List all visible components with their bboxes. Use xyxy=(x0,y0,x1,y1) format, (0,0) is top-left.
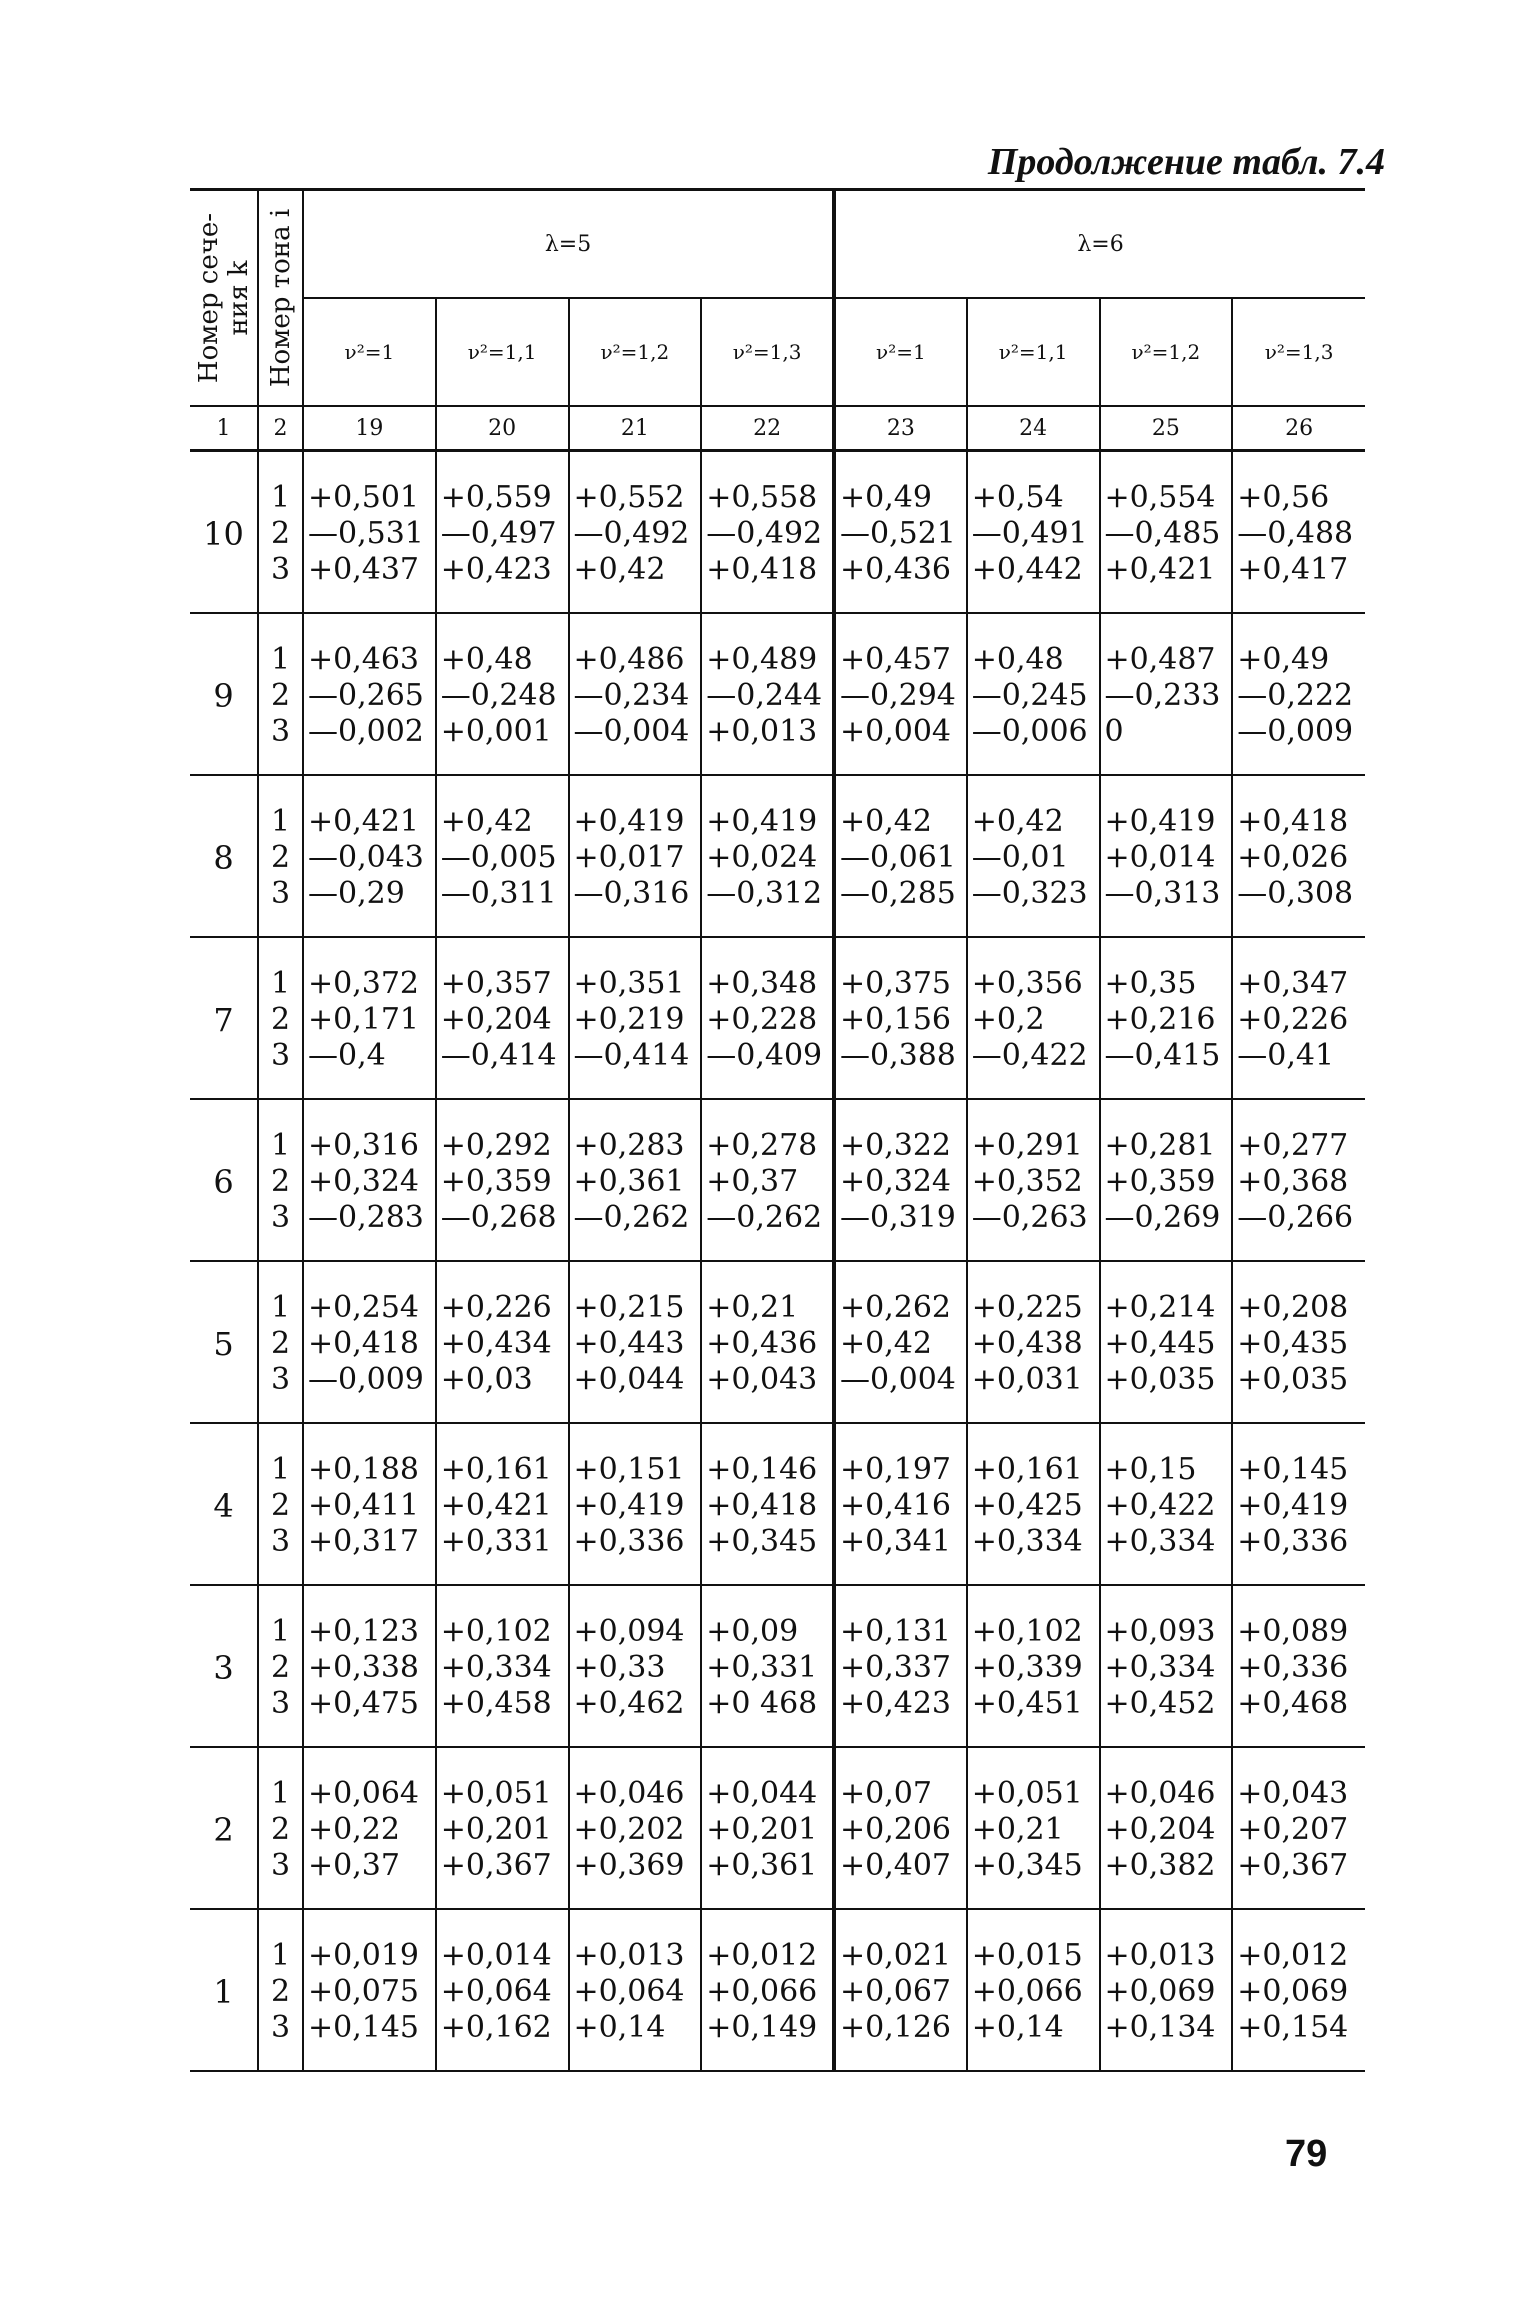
table-row xyxy=(190,613,1365,775)
tone-numbers: 1 2 3 xyxy=(258,1423,303,1585)
section-number: 10 xyxy=(190,451,258,614)
value-cell: +0,421 —0,043 —0,29 xyxy=(303,775,436,937)
value-cell: +0,225 +0,438 +0,031 xyxy=(967,1261,1100,1423)
value-cell: +0,42 —0,005 —0,311 xyxy=(436,775,569,937)
header-nu: ν²=1,2 xyxy=(1100,298,1233,406)
value-cell: +0,197 +0,416 +0,341 xyxy=(834,1423,967,1585)
tone-numbers: 1 2 3 xyxy=(258,1099,303,1261)
value-cell: +0,351 +0,219 —0,414 xyxy=(569,937,702,1099)
value-cell: +0,254 +0,418 —0,009 xyxy=(303,1261,436,1423)
value-cell: +0,043 +0,207 +0,367 xyxy=(1232,1747,1365,1909)
value-cell: +0,357 +0,204 —0,414 xyxy=(436,937,569,1099)
value-cell: +0,49 —0,521 +0,436 xyxy=(834,451,967,614)
section-number: 3 xyxy=(190,1585,258,1747)
column-number: 20 xyxy=(436,406,569,451)
value-cell: +0,277 +0,368 —0,266 xyxy=(1232,1099,1365,1261)
value-cell: +0,09 +0,331 +0 468 xyxy=(701,1585,834,1747)
table-row xyxy=(190,775,1365,937)
value-cell: +0,347 +0,226 —0,41 xyxy=(1232,937,1365,1099)
value-cell: +0,291 +0,352 —0,263 xyxy=(967,1099,1100,1261)
tone-numbers: 1 2 3 xyxy=(258,451,303,614)
header-nu: ν²=1,3 xyxy=(1232,298,1365,406)
value-cell: +0,188 +0,411 +0,317 xyxy=(303,1423,436,1585)
value-cell: +0,014 +0,064 +0,162 xyxy=(436,1909,569,2071)
value-cell: +0,051 +0,201 +0,367 xyxy=(436,1747,569,1909)
value-cell: +0,48 —0,248 +0,001 xyxy=(436,613,569,775)
value-cell: +0,161 +0,421 +0,331 xyxy=(436,1423,569,1585)
table-row xyxy=(190,1099,1365,1261)
header-nu: ν²=1,1 xyxy=(436,298,569,406)
value-cell: +0,375 +0,156 —0,388 xyxy=(834,937,967,1099)
section-number: 5 xyxy=(190,1261,258,1423)
value-cell: +0,046 +0,202 +0,369 xyxy=(569,1747,702,1909)
value-cell: +0,151 +0,419 +0,336 xyxy=(569,1423,702,1585)
tone-numbers: 1 2 3 xyxy=(258,937,303,1099)
value-cell: +0,123 +0,338 +0,475 xyxy=(303,1585,436,1747)
column-number: 22 xyxy=(701,406,834,451)
column-number: 21 xyxy=(569,406,702,451)
value-cell: +0,093 +0,334 +0,452 xyxy=(1100,1585,1233,1747)
value-cell: +0,419 +0,017 —0,316 xyxy=(569,775,702,937)
table-row xyxy=(190,1747,1365,1909)
tone-numbers: 1 2 3 xyxy=(258,1261,303,1423)
header-nu: ν²=1,3 xyxy=(701,298,834,406)
value-cell: +0,489 —0,244 +0,013 xyxy=(701,613,834,775)
value-cell: +0,102 +0,334 +0,458 xyxy=(436,1585,569,1747)
section-number: 7 xyxy=(190,937,258,1099)
tone-numbers: 1 2 3 xyxy=(258,1585,303,1747)
value-cell: +0,215 +0,443 +0,044 xyxy=(569,1261,702,1423)
value-cell: +0,021 +0,067 +0,126 xyxy=(834,1909,967,2071)
value-cell: +0,07 +0,206 +0,407 xyxy=(834,1747,967,1909)
value-cell: +0,046 +0,204 +0,382 xyxy=(1100,1747,1233,1909)
value-cell: +0,418 +0,026 —0,308 xyxy=(1232,775,1365,937)
section-number: 9 xyxy=(190,613,258,775)
column-number: 26 xyxy=(1232,406,1365,451)
value-cell: +0,558 —0,492 +0,418 xyxy=(701,451,834,614)
value-cell: +0,356 +0,2 —0,422 xyxy=(967,937,1100,1099)
table-body xyxy=(190,451,1365,2072)
table-caption: Продолжение табл. 7.4 xyxy=(987,141,1385,183)
value-cell: +0,316 +0,324 —0,283 xyxy=(303,1099,436,1261)
header-section-number xyxy=(190,190,258,407)
table-row xyxy=(190,1423,1365,1585)
tone-numbers: 1 2 3 xyxy=(258,613,303,775)
value-cell: +0,044 +0,201 +0,361 xyxy=(701,1747,834,1909)
column-number: 19 xyxy=(303,406,436,451)
value-cell: +0,42 —0,061 —0,285 xyxy=(834,775,967,937)
value-cell: +0,278 +0,37 —0,262 xyxy=(701,1099,834,1261)
value-cell: +0,015 +0,066 +0,14 xyxy=(967,1909,1100,2071)
value-cell: +0,214 +0,445 +0,035 xyxy=(1100,1261,1233,1423)
value-cell: +0,089 +0,336 +0,468 xyxy=(1232,1585,1365,1747)
value-cell: +0,262 +0,42 —0,004 xyxy=(834,1261,967,1423)
value-cell: +0,48 —0,245 —0,006 xyxy=(967,613,1100,775)
value-cell: +0,131 +0,337 +0,423 xyxy=(834,1585,967,1747)
header-nu: ν²=1 xyxy=(834,298,967,406)
value-cell: +0,064 +0,22 +0,37 xyxy=(303,1747,436,1909)
section-number: 2 xyxy=(190,1747,258,1909)
header-nu: ν²=1,2 xyxy=(569,298,702,406)
table-row xyxy=(190,1585,1365,1747)
value-cell: +0,094 +0,33 +0,462 xyxy=(569,1585,702,1747)
section-number: 8 xyxy=(190,775,258,937)
value-cell: +0,486 —0,234 —0,004 xyxy=(569,613,702,775)
value-cell: +0,487 —0,233 0 xyxy=(1100,613,1233,775)
value-cell: +0,145 +0,419 +0,336 xyxy=(1232,1423,1365,1585)
value-cell: +0,226 +0,434 +0,03 xyxy=(436,1261,569,1423)
section-number: 1 xyxy=(190,1909,258,2071)
section-number: 6 xyxy=(190,1099,258,1261)
column-number: 1 xyxy=(190,406,258,451)
table-row xyxy=(190,1909,1365,2071)
value-cell: +0,457 —0,294 +0,004 xyxy=(834,613,967,775)
table-row xyxy=(190,451,1365,614)
value-cell: +0,051 +0,21 +0,345 xyxy=(967,1747,1100,1909)
value-cell: +0,019 +0,075 +0,145 xyxy=(303,1909,436,2071)
value-cell: +0,42 —0,01 —0,323 xyxy=(967,775,1100,937)
value-cell: +0,208 +0,435 +0,035 xyxy=(1232,1261,1365,1423)
value-cell: +0,292 +0,359 —0,268 xyxy=(436,1099,569,1261)
header-nu: ν²=1 xyxy=(303,298,436,406)
value-cell: +0,013 +0,064 +0,14 xyxy=(569,1909,702,2071)
value-cell: +0,012 +0,066 +0,149 xyxy=(701,1909,834,2071)
header-section-number-label: Номер сече- ния k xyxy=(193,212,254,384)
value-cell: +0,372 +0,171 —0,4 xyxy=(303,937,436,1099)
header-tone-number xyxy=(258,190,303,407)
value-cell: +0,21 +0,436 +0,043 xyxy=(701,1261,834,1423)
header-lambda5: λ=5 xyxy=(303,190,834,299)
data-table xyxy=(190,188,1365,2072)
value-cell: +0,013 +0,069 +0,134 xyxy=(1100,1909,1233,2071)
section-number: 4 xyxy=(190,1423,258,1585)
column-number: 24 xyxy=(967,406,1100,451)
value-cell: +0,35 +0,216 —0,415 xyxy=(1100,937,1233,1099)
table-row xyxy=(190,937,1365,1099)
value-cell: +0,54 —0,491 +0,442 xyxy=(967,451,1100,614)
value-cell: +0,322 +0,324 —0,319 xyxy=(834,1099,967,1261)
value-cell: +0,281 +0,359 —0,269 xyxy=(1100,1099,1233,1261)
column-number: 25 xyxy=(1100,406,1233,451)
table-row xyxy=(190,1261,1365,1423)
value-cell: +0,348 +0,228 —0,409 xyxy=(701,937,834,1099)
value-cell: +0,102 +0,339 +0,451 xyxy=(967,1585,1100,1747)
value-cell: +0,552 —0,492 +0,42 xyxy=(569,451,702,614)
column-number: 23 xyxy=(834,406,967,451)
column-number: 2 xyxy=(258,406,303,451)
value-cell: +0,146 +0,418 +0,345 xyxy=(701,1423,834,1585)
tone-numbers: 1 2 3 xyxy=(258,1909,303,2071)
value-cell: +0,559 —0,497 +0,423 xyxy=(436,451,569,614)
tone-numbers: 1 2 3 xyxy=(258,1747,303,1909)
header-nu: ν²=1,1 xyxy=(967,298,1100,406)
value-cell: +0,283 +0,361 —0,262 xyxy=(569,1099,702,1261)
value-cell: +0,463 —0,265 —0,002 xyxy=(303,613,436,775)
value-cell: +0,419 +0,014 —0,313 xyxy=(1100,775,1233,937)
page-number: 79 xyxy=(1285,2133,1328,2175)
value-cell: +0,419 +0,024 —0,312 xyxy=(701,775,834,937)
value-cell: +0,15 +0,422 +0,334 xyxy=(1100,1423,1233,1585)
tone-numbers: 1 2 3 xyxy=(258,775,303,937)
value-cell: +0,49 —0,222 —0,009 xyxy=(1232,613,1365,775)
value-cell: +0,501 —0,531 +0,437 xyxy=(303,451,436,614)
value-cell: +0,56 —0,488 +0,417 xyxy=(1232,451,1365,614)
header-tone-number-label: Номер тона i xyxy=(265,208,296,388)
value-cell: +0,161 +0,425 +0,334 xyxy=(967,1423,1100,1585)
value-cell: +0,554 —0,485 +0,421 xyxy=(1100,451,1233,614)
value-cell: +0,012 +0,069 +0,154 xyxy=(1232,1909,1365,2071)
header-lambda6: λ=6 xyxy=(834,190,1365,299)
